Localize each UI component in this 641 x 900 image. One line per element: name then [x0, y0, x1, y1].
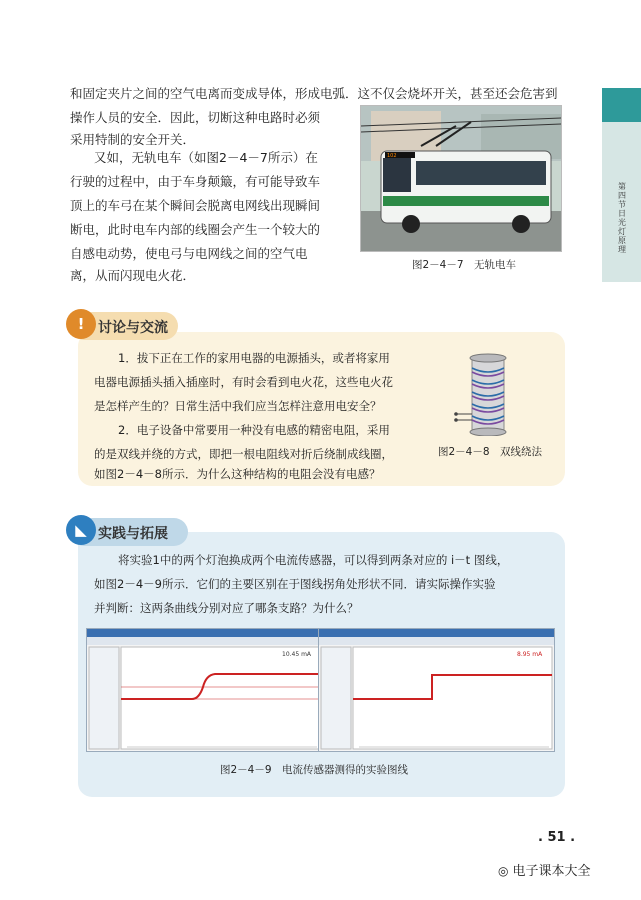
- chapter-tab: [602, 88, 641, 122]
- para2-line-1: 又如，无轨电车（如图2－4－7所示）在: [94, 150, 318, 165]
- para-line-1: 和固定夹片之间的空气电离而变成导体，形成电弧．这不仅会烧坏开关，甚至还会危害到: [70, 86, 558, 101]
- lightbulb-icon: !: [66, 309, 96, 339]
- para2-line-2: 行驶的过程中，由于车身颠簸，有可能导致车: [70, 174, 321, 189]
- para2-line-4: 断电，此时电车内部的线圈会产生一个较大的: [70, 222, 321, 237]
- bifilar-coil-figure: [452, 352, 522, 436]
- q2-line-3: 如图2－4－8所示．为什么这种结构的电阻会没有电感？: [94, 467, 381, 481]
- para2-line-5: 自感电动势，使电弓与电网线之间的空气电: [70, 246, 308, 261]
- footer-text: 电子课本大全: [512, 864, 591, 879]
- footer-watermark: [498, 860, 591, 879]
- sensor-screen-right: [318, 628, 555, 752]
- q1-line-3: 是怎样产生的？日常生活中我们应当怎样注意用电安全？: [94, 399, 382, 413]
- sensor-screen-left: [86, 628, 323, 752]
- para2-line-6: 离，从而闪现电火花．: [70, 268, 196, 283]
- compass-icon: ◣: [66, 515, 96, 545]
- right-reading: 8.95 mA: [517, 651, 543, 658]
- sidebar-text: 第四节 日光灯原理: [618, 182, 634, 254]
- q2-line-2: 的是双线并绕的方式，即把一根电阻线对折后绕制成线圈，: [94, 447, 393, 461]
- para2-line-3: 顶上的车弓在某个瞬间会脱离电网线出现瞬间: [70, 198, 321, 213]
- para-line-3: 采用特制的安全开关．: [70, 132, 196, 147]
- left-reading: 10.45 mA: [282, 651, 312, 658]
- practice-line-2: 如图2－4－9所示．它们的主要区别在于图线拐角处形状不同．请实际操作实验: [94, 577, 496, 591]
- practice-header: [70, 518, 188, 546]
- fig-2-4-9-caption: 图2－4－9 电流传感器测得的实验图线: [220, 764, 409, 776]
- fig-2-4-8-caption: 图2－4－8 双线绕法: [438, 446, 543, 458]
- practice-title: 实践与拓展: [98, 526, 168, 542]
- q2-line-1: 2．电子设备中常要用一种没有电感的精密电阻，采用: [118, 423, 390, 437]
- q1-line-2: 电器电源插头插入插座时，有时会看到电火花，这些电火花: [94, 375, 393, 389]
- page-number: . 51 .: [538, 830, 576, 845]
- practice-line-1: 将实验1中的两个灯泡换成两个电流传感器，可以得到两条对应的 i－t 图线，: [118, 553, 509, 567]
- wechat-icon: ◎: [498, 864, 509, 878]
- discussion-title: 讨论与交流: [98, 320, 168, 336]
- fig-2-4-7-caption: 图2－4－7 无轨电车: [412, 259, 517, 271]
- practice-line-3: 并判断：这两条曲线分别对应了哪条支路？为什么？: [94, 601, 359, 615]
- discussion-header: [70, 312, 178, 340]
- q1-line-1: 1．拔下正在工作的家用电器的电源插头，或者将家用: [118, 351, 390, 365]
- chapter-sidebar: [602, 122, 641, 282]
- para-line-2: 操作人员的安全．因此，切断这种电路时必须: [70, 110, 321, 125]
- trolleybus-photo: [360, 105, 562, 252]
- bus-route-display: 102: [387, 153, 397, 159]
